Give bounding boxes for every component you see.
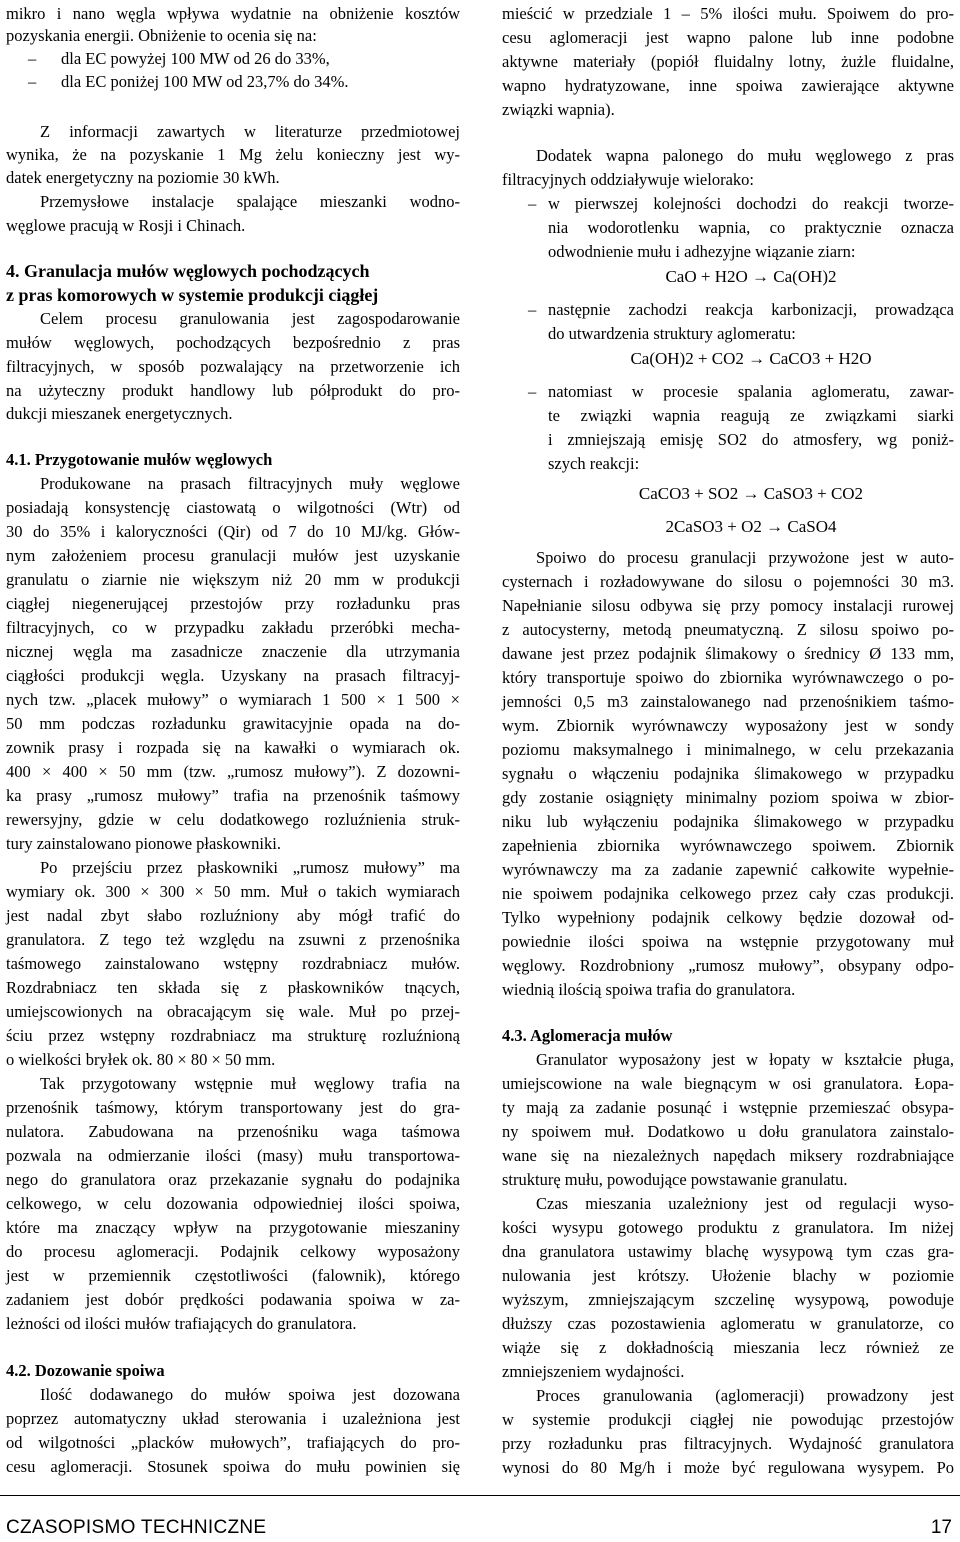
text-line: ka prasy „rumosz mułowy” trafia na przenośnik taśmowy	[6, 786, 460, 805]
text-line: dłuższy czas pozostawienia aglomeratu w granulatorze, co	[502, 1314, 954, 1333]
text-line: filtracyjnych, co w przypadku zakładu przeróbki mecha-	[6, 618, 460, 637]
text-line: węglowe pracują w Rosji i Chinach.	[6, 216, 246, 235]
text-line: sygnału o włączeniu podajnika ślimakowego w przypadku	[502, 764, 954, 783]
text-line: pozwala na odmierzanie ilości (masy) mułu transportowa-	[6, 1146, 460, 1165]
text-line: Napełnianie silosu odbywa się przy pomocy instalacji rurowej	[502, 596, 954, 615]
text-line: cesu aglomeracji. Stosunek spoiwa do mułu powinien się	[6, 1457, 460, 1476]
text-line: dukcji mieszanek energetycznych.	[6, 404, 233, 423]
text-line: szych reakcji:	[548, 454, 640, 473]
section-heading: 4.3. Aglomeracja mułów	[502, 1026, 673, 1045]
text-line: mułów węglowych, pochodzących bezpośrednio z pras	[6, 333, 460, 352]
text-line: wiednią ilością spoiwa trafia do granulatora.	[502, 980, 796, 999]
text-line: posiadają konsystencję ciastowatą o wilgotności (Wtr) od	[6, 498, 460, 517]
text-line: pozyskania energii. Obniżenie to ocenia się na:	[6, 26, 317, 45]
text-line: jest nadal zbyt słabo rozluźniony aby mógł trafić do	[6, 906, 460, 925]
text-line: Przemysłowe instalacje spalające mieszanki wodno-	[40, 192, 460, 211]
text-line: ny spoiwem muł. Dodatkowo u dołu granulatora zainstalo-	[502, 1122, 954, 1141]
text-line: Produkowane na prasach filtracyjnych muły węglowe	[40, 474, 460, 493]
text-line: wyższym, zmniejszającym szczelinę wysypową, powoduje	[502, 1290, 954, 1309]
text-line: Z informacji zawartych w literaturze przedmiotowej	[40, 122, 460, 141]
text-line: od wilgotności „placków mułowych”, trafiających do pro-	[6, 1433, 460, 1452]
text-line: ściu przez wstępny rozdrabniacz ma strukturę rozluźnioną	[6, 1026, 460, 1045]
bullet-dash: –	[28, 49, 37, 68]
text-line: cysternach i rozładowywane do silosu o pojemności 30 m3.	[502, 572, 954, 591]
text-line: granulatu o ziarnie nie większym niż 20 mm w produkcji	[6, 570, 460, 589]
text-line: Tylko wypełniony podajnik celkowy będzie dozował od-	[502, 908, 954, 927]
section-heading: 4.2. Dozowanie spoiwa	[6, 1361, 165, 1380]
text-line: odwodnienie mułu i adhezyjne wiązanie ziarn:	[548, 242, 856, 261]
text-line: wiąże się z dokładnością mieszania lecz również ze	[502, 1338, 954, 1357]
bullet-dash: –	[528, 300, 537, 319]
text-line: Celem procesu granulowania jest zagospodarowanie	[40, 309, 460, 328]
text-line: cesu aglomeracji jest wapno palone lub inne podobne	[502, 28, 954, 47]
text-line: filtracyjnych oddziaływuje wielorako:	[502, 170, 754, 189]
text-line: taśmowego zainstalowano wstępny rozdrabniacz mułów.	[6, 954, 460, 973]
text-line: które ma znaczący wpływ na przygotowanie mieszaniny	[6, 1218, 460, 1237]
text-line: nulowania jest krótszy. Ułożenie blachy w poziomie	[502, 1266, 954, 1285]
text-line: kości wysypu gotowego produktu z granulatora. Im niżej	[502, 1218, 954, 1237]
text-line: nulatora. Zabudowana na przenośniku waga taśmowa	[6, 1122, 460, 1141]
text-line: 400 × 400 × 50 mm (tzw. „rumosz mułowy”). Z dozowni-	[6, 762, 460, 781]
bullet-dash: –	[28, 72, 37, 91]
text-line: o wielkości bryłek ok. 80 × 80 × 50 mm.	[6, 1050, 276, 1069]
text-line: wane się na niezależnych napędach miksery rozdrabniające	[502, 1146, 954, 1165]
text-line: 50 mm podczas rozładunku grawitacyjnie opada na do-	[6, 714, 460, 733]
page-number: 17	[930, 1517, 952, 1538]
text-line: węglowy. Rozdrobniony „rumosz mułowy”, obsypany odpo-	[502, 956, 954, 975]
text-line: nego do granulatora oraz przekazanie sygnału do podajnika	[6, 1170, 460, 1189]
chemical-equation: CaCO3 + SO2 → CaSO3 + CO2	[638, 484, 864, 503]
text-line: nym założeniem procesu granulacji mułów jest uzyskanie	[6, 546, 460, 565]
text-line: zownik prasy i rozpada się na kawałki o wymiarach ok.	[6, 738, 460, 757]
text-line: nicznej węgla ma zasadnicze znaczenie dla utrzymania	[6, 642, 460, 661]
bullet-line: w pierwszej kolejności dochodzi do reakcji tworze-	[548, 194, 954, 213]
text-line: filtracyjnych, w sposób pozwalający na przetworzenie ich	[6, 357, 460, 376]
text-line: umiejscowionych na obracającym się wale. Muł po przej-	[6, 1002, 460, 1021]
text-line: nych tzw. „placek mułowy” o wymiarach 1 500 × 1 500 ×	[6, 690, 460, 709]
section-heading: z pras komorowych w systemie produkcji ciągłej	[6, 285, 379, 305]
text-line: poziomu maksymalnego i minimalnego, w celu przekazania	[502, 740, 954, 759]
section-heading: 4.1. Przygotowanie mułów węglowych	[6, 450, 273, 469]
text-line: powiednie ilości spoiwa na wstępnie przygotowany muł	[502, 932, 954, 951]
text-line: i zmniejszają emisję SO2 do atmosfery, wg poniż-	[548, 430, 954, 449]
bullet-line: dla EC powyżej 100 MW od 26 do 33%,	[61, 49, 330, 68]
text-line: dna granulatora ustawimy blachę wysypową tym czas gra-	[502, 1242, 954, 1261]
text-line: zadaniem jest dobór prędkości podawania spoiwa w za-	[6, 1290, 460, 1309]
bullet-dash: –	[528, 194, 537, 213]
text-line: mikro i nano węgla wpływa wydatnie na obniżenie kosztów	[6, 4, 460, 23]
text-line: wapno hydratyzowane, inne spoiwa zawierające aktywne	[502, 76, 954, 95]
bullet-line: dla EC poniżej 100 MW od 23,7% do 34%.	[61, 72, 349, 91]
text-line: dawane jest przez podajnik ślimakowy o średnicy Ø 133 mm,	[502, 644, 954, 663]
text-line: datek energetyczny na poziomie 30 kWh.	[6, 168, 280, 187]
text-line: przy rozładunku pras filtracyjnych. Wydajność granulatora	[502, 1434, 954, 1453]
text-line: jemności 0,5 m3 zainstalowanego nad przenośnikiem taśmo-	[502, 692, 954, 711]
text-line: wyrównawczy ma za zadanie zapewnić całkowite wypełnie-	[502, 860, 954, 879]
text-line: Proces granulowania (aglomeracji) prowadzony jest	[536, 1386, 954, 1405]
text-line: Ilość dodawanego do mułów spoiwa jest dozowana	[40, 1385, 460, 1404]
text-line: te związki wapnia reagują ze związkami siarki	[548, 406, 954, 425]
text-line: ciągłej niegenerującej przestojów przy rozładunku pras	[6, 594, 460, 613]
text-line: z autocysterny, metodą pneumatyczną. Z silosu spoiwo po-	[502, 620, 954, 639]
text-line: przenośnik taśmowy, którym transportowany jest do gra-	[6, 1098, 460, 1117]
text-line: Dodatek wapna palonego do mułu węglowego z pras	[536, 146, 954, 165]
text-line: nia wodorotlenku wapnia, co praktycznie oznacza	[548, 218, 954, 237]
text-line: aktywne materiały (popiół fluidalny lotny, żużle fluidalne,	[502, 52, 954, 71]
text-line: w systemie produkcji ciągłej nie powodując przestojów	[502, 1410, 954, 1429]
text-line: ciągłości produkcji węgla. Uzyskany na prasach filtracyj-	[6, 666, 460, 685]
section-heading: 4. Granulacja mułów węglowych pochodzących	[6, 261, 370, 281]
text-line: do utwardzenia struktury aglomeratu:	[548, 324, 796, 343]
text-line: na użyteczny produkt handlowy lub półprodukt do pro-	[6, 381, 460, 400]
text-line: 30 do 35% i kaloryczności (Qir) od 7 do 10 MJ/kg. Głów-	[6, 522, 460, 541]
text-line: mieścić w przedziale 1 – 5% ilości mułu. Spoiwem do pro-	[502, 4, 954, 23]
text-line: do procesu aglomeracji. Podajnik celkowy wyposażony	[6, 1242, 460, 1261]
text-line: granulatora. Z tego też względu na zsuwni z przenośnika	[6, 930, 460, 949]
chemical-equation: CaO + H2O → Ca(OH)2	[665, 267, 837, 286]
text-line: Tak przygotowany wstępnie muł węglowy trafia na	[40, 1074, 460, 1093]
text-line: nie spoiwem podajnika celkowego przez cały czas produkcji.	[502, 884, 954, 903]
text-line: wynosi do 80 Mg/h i może być regulowana wysypem. Po	[502, 1458, 954, 1477]
chemical-equation: 2CaSO3 + O2 → CaSO4	[665, 517, 837, 536]
bullet-line: natomiast w procesie spalania aglomeratu, zawar-	[548, 382, 954, 401]
text-line: Rozdrabniacz ten składa się z płaskowników tnących,	[6, 978, 460, 997]
text-line: poprzez automatyczny układ sterowania i uzależniona jest	[6, 1409, 460, 1428]
text-line: Granulator wyposażony jest w łopaty w kształcie pługa,	[536, 1050, 954, 1069]
text-line: Spoiwo do procesu granulacji przywożone jest w auto-	[536, 548, 954, 567]
bullet-dash: –	[528, 382, 537, 401]
text-line: który transportuje spoiwo do zbiornika wyrównawczego o po-	[502, 668, 954, 687]
text-line: leżności od ilości mułów trafiających do granulatora.	[6, 1314, 357, 1333]
text-line: zapełnienia zbiornika wyrównawczego spoiwem. Zbiornik	[502, 836, 954, 855]
chemical-equation: Ca(OH)2 + CO2 → CaCO3 + H2O	[630, 349, 872, 368]
footer-rule	[0, 1495, 960, 1496]
text-line: ty mają za zadanie posunąć i wstępnie przemieszać obsypa-	[502, 1098, 954, 1117]
text-line: zmniejszeniem wydajności.	[502, 1362, 685, 1381]
text-line: rewersyjny, gdzie w celu dodatkowego rozluźnienia struk-	[6, 810, 460, 829]
text-line: niku lub wyłączeniu podajnika ślimakowego w przypadku	[502, 812, 954, 831]
text-line: wymiary ok. 300 × 300 × 50 mm. Muł o takich wymiarach	[6, 882, 460, 901]
text-line: tury zainstalowano pionowe płaskowniki.	[6, 834, 281, 853]
text-line: Czas mieszania uzależniony jest od regulacji wyso-	[536, 1194, 954, 1213]
text-line: strukturę mułu, powodujące powstawanie granulatu.	[502, 1170, 848, 1189]
text-line: umiejscowione na wale biegnącym w osi granulatora. Łopa-	[502, 1074, 954, 1093]
text-line: celkowego, w celu dozowania odpowiedniej ilości spoiwa,	[6, 1194, 460, 1213]
text-line: gdy zostanie osiągnięty minimalny poziom spoiwa w zbior-	[502, 788, 954, 807]
bullet-line: następnie zachodzi reakcja karbonizacji, prowadząca	[548, 300, 954, 319]
text-line: wynika, że na pozyskanie 1 Mg żelu konieczny jest wy-	[6, 145, 460, 164]
text-line: związki wapnia).	[502, 100, 615, 119]
footer-journal-title: CZASOPISMO TECHNICZNE	[6, 1517, 267, 1538]
text-line: Po przejściu przez płaskowniki „rumosz mułowy” ma	[40, 858, 460, 877]
text-line: jest w przemiennik częstotliwości (falownik), którego	[6, 1266, 460, 1285]
text-line: wym. Zbiornik wyrównawczy wyposażony jest w sondy	[502, 716, 954, 735]
